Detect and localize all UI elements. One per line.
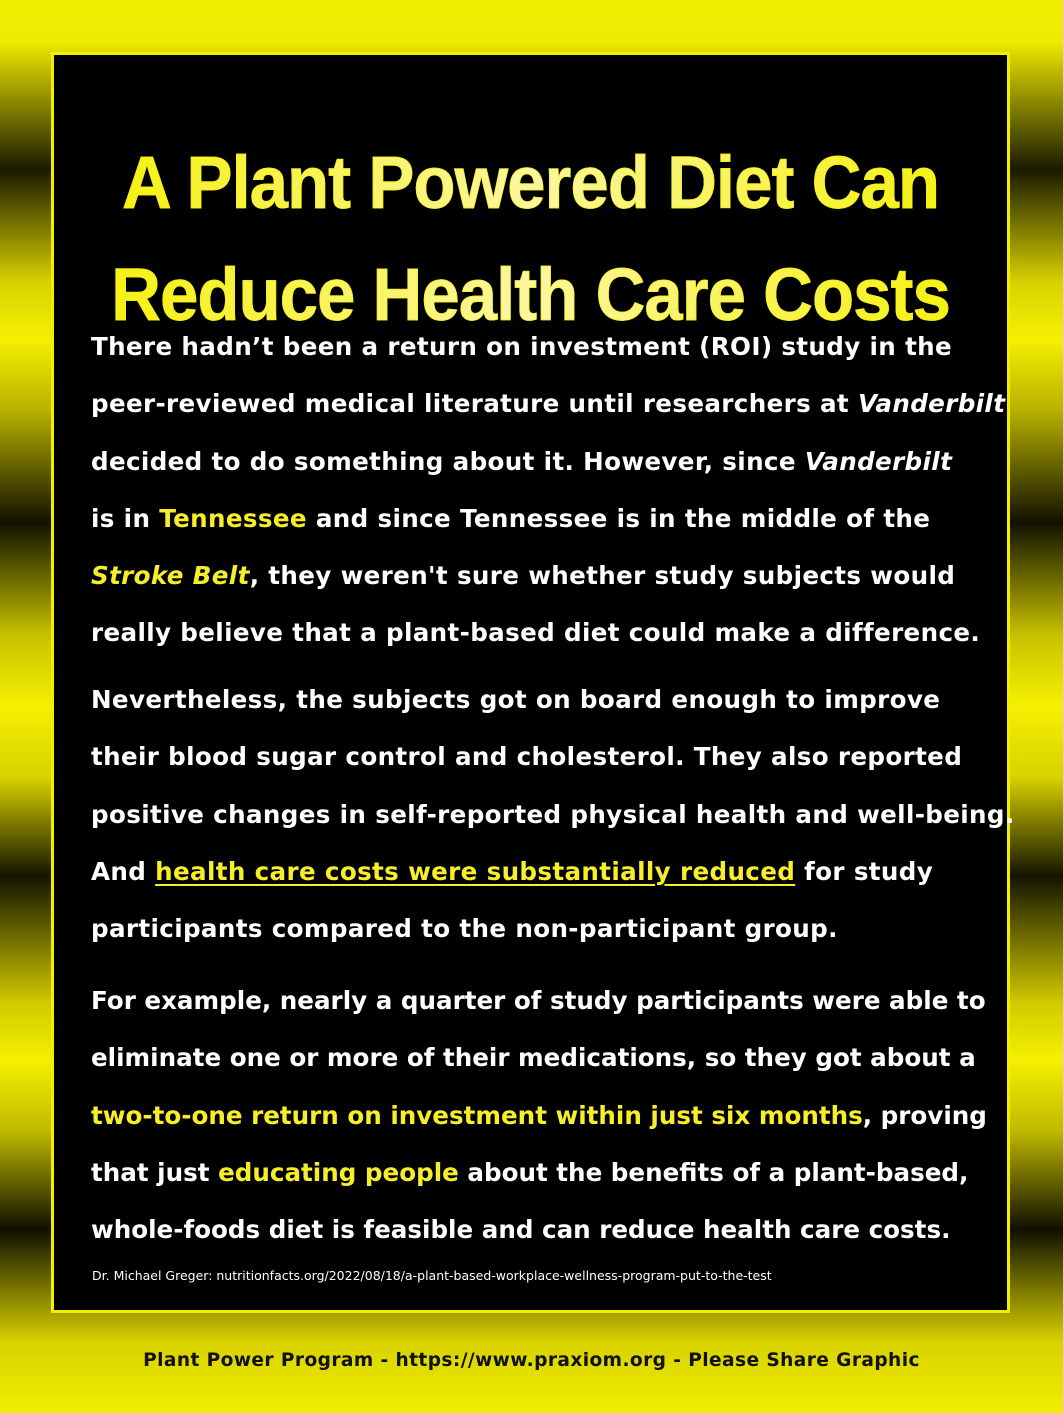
text-run: about the benefits of a plant-based, <box>458 1157 969 1187</box>
footer-banner: Plant Power Program - https://www.praxiom.org - Please Share Graphic <box>143 1350 920 1371</box>
paragraph-3-line-5: whole-foods diet is feasible and can reduce health care costs. <box>91 1215 951 1245</box>
health-care-costs-link[interactable]: health care costs were substantially reduced <box>155 856 796 886</box>
text-run: , proving <box>862 1100 987 1130</box>
tennessee-link[interactable]: Tennessee <box>159 503 307 533</box>
text-run: is in <box>91 503 160 533</box>
text-run: for study <box>795 856 934 886</box>
citation-source[interactable]: Dr. Michael Greger: nutritionfacts.org/2022/08/18/a-plant-based-workplace-wellness-program-put-to-the-test <box>92 1268 772 1283</box>
text-run: decided to do something about it. However, since <box>91 446 805 476</box>
content-panel <box>51 52 1015 1313</box>
paragraph-1 <box>91 318 1006 662</box>
paragraph-3-line-1: For example, nearly a quarter of study participants were able to <box>91 986 986 1015</box>
roi-highlight-link[interactable]: two-to-one return on investment within just six months <box>91 1100 863 1130</box>
paragraph-3 <box>91 972 991 1258</box>
vanderbilt-emphasis: Vanderbilt <box>857 389 1006 419</box>
paragraph-2 <box>91 671 1015 957</box>
text-run: peer-reviewed medical literature until researchers at <box>91 389 858 419</box>
paragraph-2-line-4 <box>91 843 991 900</box>
paragraph-2-line-5: participants compared to the non-participant group. <box>91 914 838 944</box>
paragraph-3-line-2: eliminate one or more of their medications, so they got about a <box>91 1043 976 1073</box>
educating-people-link[interactable]: educating people <box>218 1157 459 1187</box>
paragraph-1-line-2 <box>91 375 1006 432</box>
text-run: that just <box>91 1157 219 1187</box>
paragraph-2-line-1: Nevertheless, the subjects got on board enough to improve <box>91 685 941 714</box>
text-run: and since Tennessee is in the middle of the <box>306 503 931 533</box>
paragraph-1-line-6: really believe that a plant-based diet could make a difference. <box>91 618 981 648</box>
paragraph-2-line-2: their blood sugar control and cholesterol. They also reported <box>91 742 963 772</box>
paragraph-1-line-5 <box>91 547 991 604</box>
title-line-2: Reduce Health Care Costs <box>54 252 1007 338</box>
paragraph-1-line-3 <box>91 433 991 490</box>
stroke-belt-link[interactable]: Stroke Belt <box>91 561 250 591</box>
paragraph-1-line-1: There hadn’t been a return on investment (ROI) study in the <box>91 332 953 361</box>
vanderbilt-emphasis: Vanderbilt <box>804 446 953 476</box>
text-run: And <box>91 856 156 886</box>
paragraph-2-line-3: positive changes in self-reported physical health and well-being. <box>91 799 1015 829</box>
paragraph-3-line-3 <box>91 1087 991 1144</box>
paragraph-1-line-4 <box>91 490 991 547</box>
title-line-1: A Plant Powered Diet Can <box>54 140 1007 226</box>
paragraph-3-line-4 <box>91 1144 991 1201</box>
text-run: , they weren't sure whether study subjects would <box>249 561 956 591</box>
